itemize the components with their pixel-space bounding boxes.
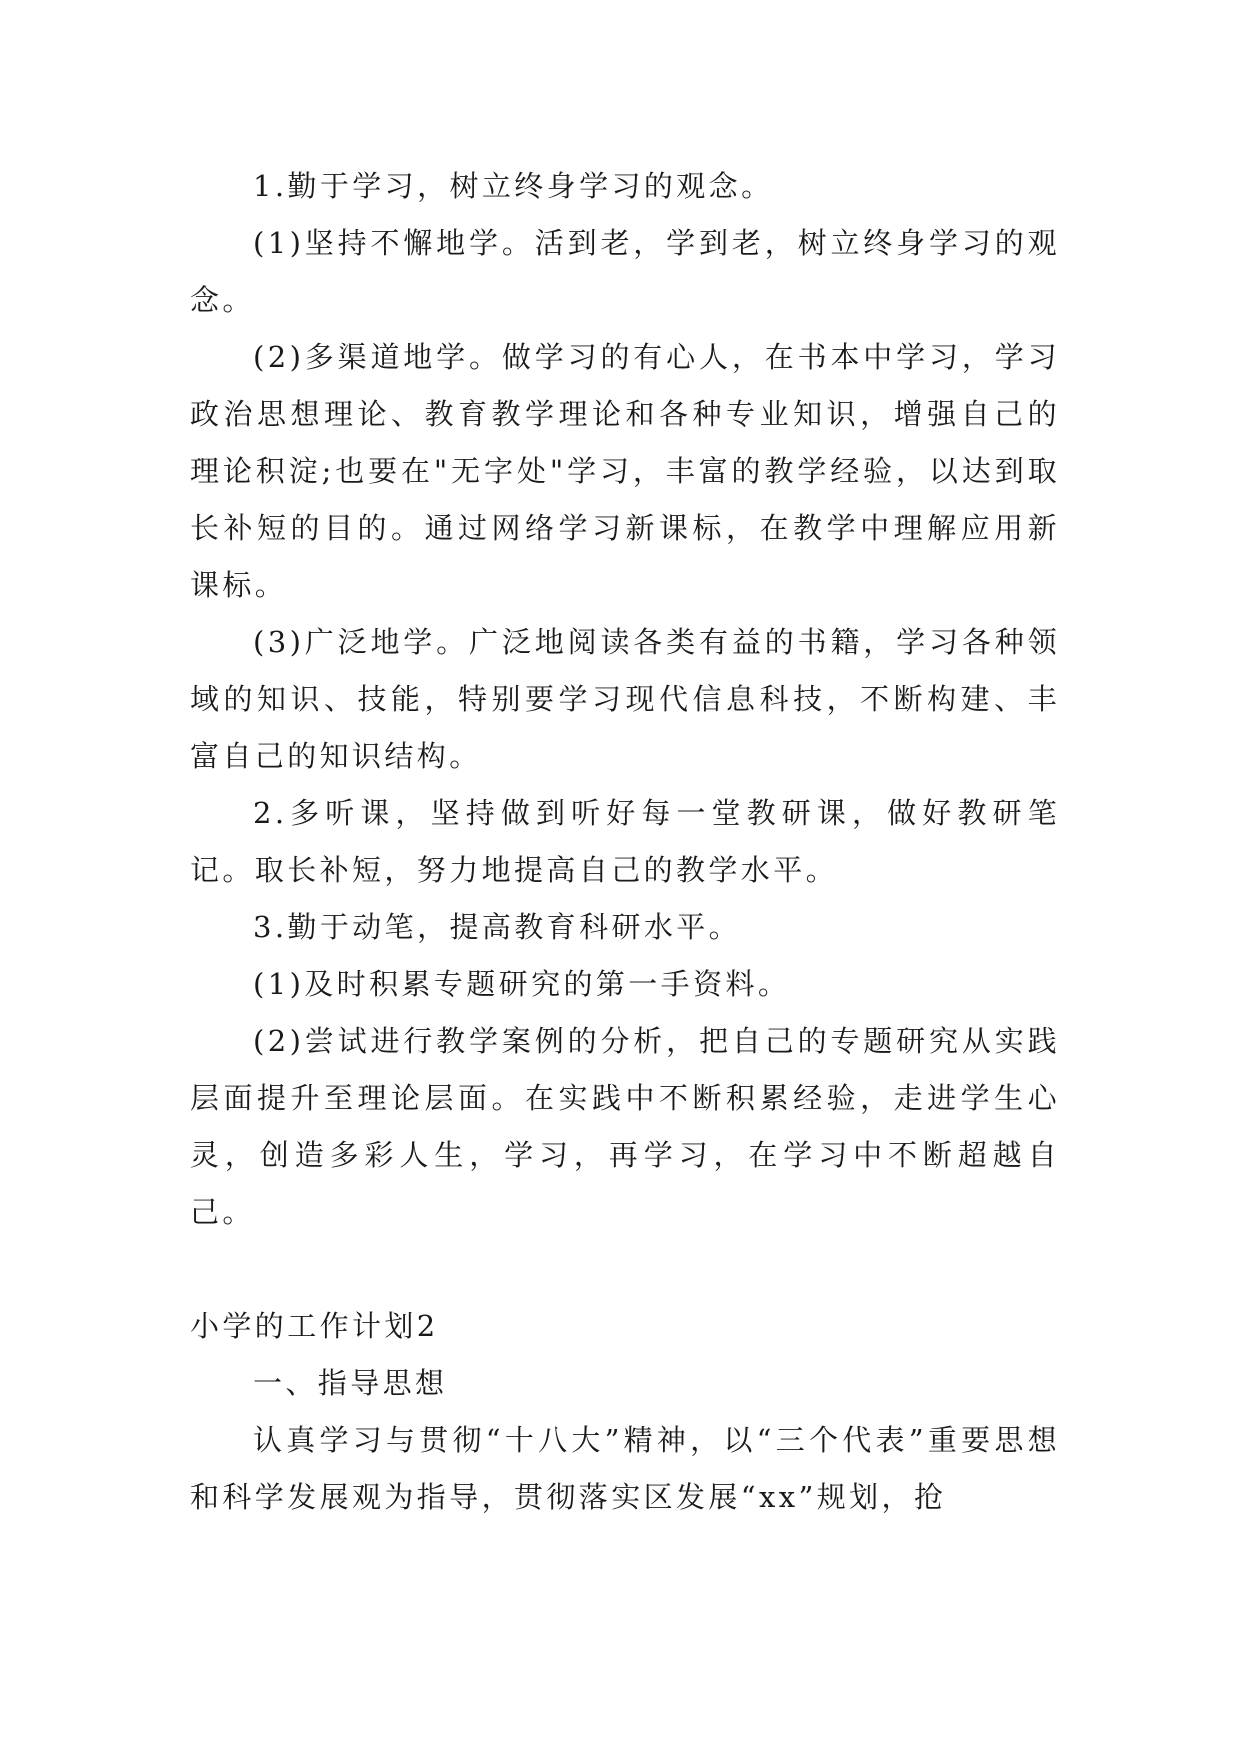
paragraph-broad-study: (3)广泛地学。广泛地阅读各类有益的书籍，学习各种领域的知识、技能，特别要学习现代信息科技，不断构建、丰富自己的知识结构。 bbox=[190, 625, 1060, 773]
document-page bbox=[190, 158, 1060, 1526]
paragraph-attend-classes: 2.多听课，坚持做到听好每一堂教研课，做好教研笔记。取长补短，努力地提高自己的教学水平。 bbox=[190, 796, 1060, 887]
paragraph-case-analysis: (2)尝试进行教学案例的分析，把自己的专题研究从实践层面提升至理论层面。在实践中不断积累经验，走进学生心灵，创造多彩人生，学习，再学习，在学习中不断超越自己。 bbox=[190, 1024, 1060, 1229]
section-heading-guiding-thought: 一、指导思想 bbox=[253, 1366, 448, 1400]
paragraph-collect-materials: (1)及时积累专题研究的第一手资料。 bbox=[253, 967, 791, 1001]
section-title: 小学的工作计划2 bbox=[190, 1309, 439, 1343]
paragraph-study-habit: 1.勤于学习，树立终身学习的观念。 bbox=[253, 169, 774, 203]
paragraph-multichannel-study: (2)多渠道地学。做学习的有心人，在书本中学习，学习政治思想理论、教育教学理论和各种专业知识，增强自己的理论积淀;也要在"无字处"学习，丰富的教学经验，以达到取长补短的目的。通过网络学习新课标，在教学中理解应用新课标。 bbox=[190, 340, 1060, 602]
paragraph-persistent-study: (1)坚持不懈地学。活到老，学到老，树立终身学习的观念。 bbox=[190, 226, 1060, 317]
paragraph-guiding-thought: 认真学习与贯彻“十八大”精神，以“三个代表”重要思想和科学发展观为指导，贯彻落实区发展“xx”规划，抢 bbox=[190, 1423, 1060, 1514]
paragraph-writing: 3.勤于动笔，提高教育科研水平。 bbox=[253, 910, 742, 944]
